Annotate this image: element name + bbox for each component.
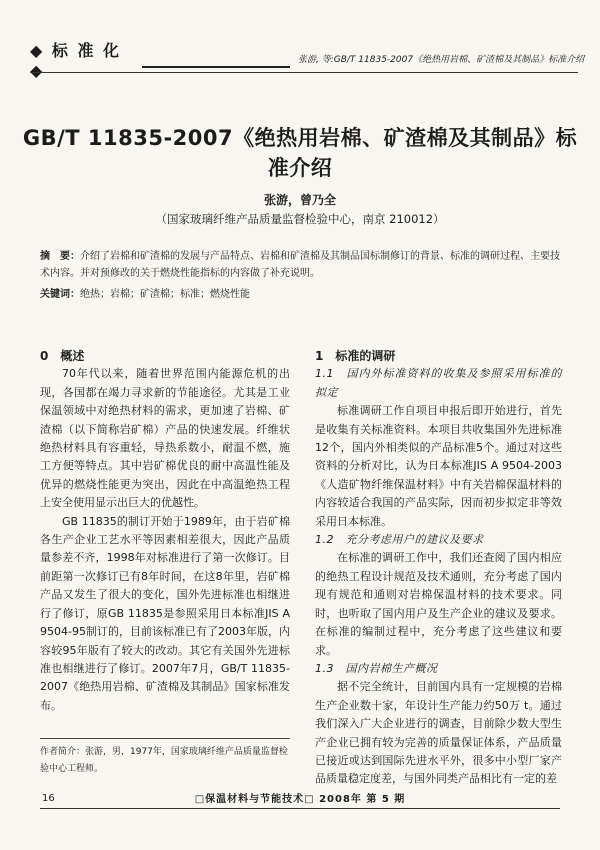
subsection-heading: 1.2 充分考虑用户的建议及要求 [315, 533, 484, 547]
section-heading-overview: 0 概述 [40, 349, 85, 363]
paragraph: 70年代以来，随着世界范围内能源危机的出现，各国都在竭力寻求新的节能途径。尤其是工业保温领域中对绝热材料的需求，更加速了岩棉、矿渣棉（以下简称岩矿棉）产品的快速发展。纤维状绝热材料具有容重轻，导热系数小，耐温不燃，施工方便等特点。其中岩矿棉优良的耐中高温性能及优异的燃烧性能更为突出，因此在中高温绝热工程上安全使用显示出巨大的优越性。 [40, 367, 290, 510]
abstract [40, 248, 560, 282]
section-tag: ◆ 标 准 化 ◆ [30, 41, 122, 80]
article-title: GB/T 11835-2007《绝热用岩棉、矿渣棉及其制品》标准介绍 [22, 126, 578, 180]
subsection-heading: 1.1 国内外标准资料的收集及参照采用标准的拟定 [315, 367, 562, 399]
subsection-heading: 1.3 国内岩棉生产概况 [315, 661, 438, 675]
affiliation: （国家玻璃纤维产品质量监督检验中心，南京 210012） [155, 212, 445, 226]
footnote-rule [40, 738, 290, 739]
page-header [30, 41, 585, 80]
keywords-text: 绝热；岩棉；矿渣棉；标准；燃烧性能 [80, 289, 250, 300]
paragraph: 在标准的调研工作中，我们还查阅了国内相应的绝热工程设计规范及技术通则，充分考虑了国内现有规范和通则对岩棉保温材料的技术要求。同时，也听取了国内用户及生产企业的建议及要求。在标准的编制过程中，充分考虑了这些建议和要求。 [315, 551, 562, 657]
journal-footer: □保温材料与节能技术□ 2008年 第 5 期 [194, 794, 406, 805]
paragraph: 据不完全统计，目前国内具有一定规模的岩棉生产企业数十家，年设计生产能力约50万 t。通过我们深入广大企业进行的调查，目前除少数大型生产企业已拥有较为完善的质量保证体系，产品质量已接近或达到国际先进水平外，很多中小型厂家产品质量稳定度差，与国外同类产品相比有一定的差 [315, 680, 562, 786]
footer-rule [40, 808, 560, 809]
abstract-text: 介绍了岩棉和矿渣棉的发展与产品特点、岩棉和矿渣棉及其制品国标制修订的背景、标准的调研过程、主要技术内容。并对预修改的关于燃烧性能指标的内容做了补充说明。 [40, 251, 560, 279]
section-heading-research: 1 标准的调研 [315, 349, 396, 363]
left-column [40, 347, 290, 715]
header-divider [30, 72, 578, 73]
abstract-label: 摘 要： [40, 251, 80, 262]
header-rule [142, 66, 290, 68]
author-footnote: 作者简介：张游，男，1977年，国家玻璃纤维产品质量监督检验中心工程师。 [40, 747, 288, 774]
page-number: 16 [42, 793, 55, 804]
paragraph: 标准调研工作自项目申报后即开始进行，首先是收集有关标准资料。本项目共收集国外先进标准12个，国内外相类似的产品标准5个。通过对这些资料的分析对比，认为日本标准JIS A 9504-2003《人造矿物纤维保温材料》中有关岩棉保温材料的内容较适合我国的产品实际，因而初步拟定非等效采用日本标准。 [315, 404, 562, 528]
right-column [315, 347, 562, 789]
keywords [40, 286, 560, 303]
authors: 张游，曾乃全 [263, 193, 336, 207]
keywords-label: 关键词： [40, 289, 80, 300]
running-title: 张游, 等:GB/T 11835-2007《绝热用岩棉、矿渣棉及其制品》标准介绍 [298, 55, 585, 65]
paragraph: GB 11835的制订开始于1989年，由于岩矿棉各生产企业工艺水平等因素相差很大，因此产品质量参差不齐，1998年对标准进行了第一次修订。目前距第一次修订已有8年时间，在这8年里，岩矿棉产品又发生了很大的变化，国外先进标准也相继进行了修订，原GB 11835是参照采用日本标准JIS A 9504-95制订的，目前该标准已有了2003年版，内容较95年版有了较大的改动。其它有关国外先进标准也相继进行了修订。2007年7月，GB/T 11835-2007《绝热用岩棉、矿渣棉及其制品》国家标准发布。 [40, 514, 290, 712]
